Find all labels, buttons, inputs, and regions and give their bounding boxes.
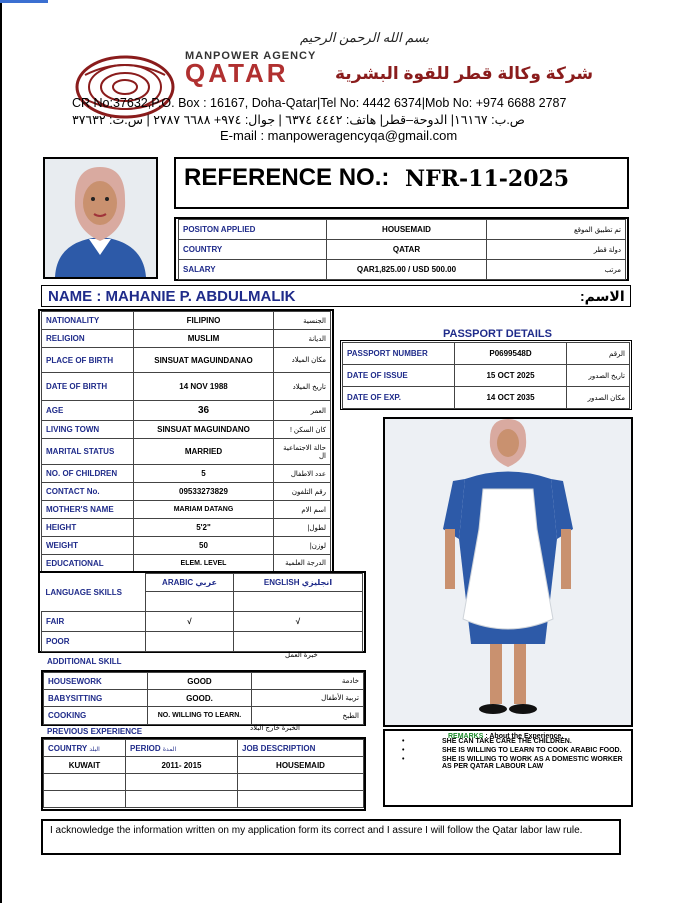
- position-ar: تم تطبيق الموقع: [487, 220, 626, 240]
- babysitting-ar: تربية الأطفال: [252, 690, 364, 707]
- religion-label: RELIGION: [42, 330, 134, 348]
- age-value: 36: [134, 401, 274, 421]
- living-town-label: LIVING TOWN: [42, 421, 134, 439]
- declaration-text: I acknowledge the information written on my application form its correct and I assure I will follow the Qatar labor law rule.: [50, 825, 583, 836]
- period-column-ar: المدة: [162, 746, 177, 753]
- age-ar: العمر: [274, 401, 331, 421]
- english-column-header: ENGLISH انجليزي: [234, 574, 363, 592]
- experience-period: 2011- 2015: [126, 757, 238, 774]
- previous-experience-ar-title: الخبرة خارج البلاد: [250, 725, 300, 732]
- living-town-value: SINSUAT MAGUINDANO: [134, 421, 274, 439]
- issue-date-value: 15 OCT 2025: [455, 365, 567, 387]
- remarks-subtitle: : About the Experience.: [485, 733, 564, 740]
- passport-number-ar: الرقم: [567, 343, 630, 365]
- place-of-birth-value: SINSUAT MAGUINDANAO: [134, 348, 274, 373]
- additional-skill-ar-title: خبرة العمل: [285, 652, 318, 659]
- experience-country: KUWAIT: [44, 757, 126, 774]
- position-label: POSITON APPLIED: [179, 220, 327, 240]
- weight-label: WEIGHT: [42, 537, 134, 555]
- agency-name-main: QATAR: [185, 58, 289, 88]
- remarks-item: • SHE IS WILLING TO WORK AS A DOMESTIC WORKER AS PER QATAR LABOUR LAW: [402, 756, 623, 770]
- top-accent-line: [0, 0, 48, 3]
- nationality-label: NATIONALITY: [42, 312, 134, 330]
- language-skills-header: LANGUAGE SKILLS: [42, 574, 146, 612]
- issue-date-ar: تاريخ الصدور: [567, 365, 630, 387]
- arabic-column-header: ARABIC عربي: [146, 574, 234, 592]
- mother-name-ar: اسم الام: [274, 501, 331, 519]
- marital-status-value: MARRIED: [134, 439, 274, 465]
- education-value: ELEM. LEVEL: [134, 555, 274, 572]
- mother-name-label: MOTHER'S NAME: [42, 501, 134, 519]
- remarks-title: REMARKS: [448, 733, 484, 740]
- dob-ar: تاريخ الميلاد: [274, 373, 331, 401]
- cooking-ar: الطبخ: [252, 707, 364, 725]
- age-label: AGE: [42, 401, 134, 421]
- marital-status-ar: حالة الاجتماعية ال: [274, 439, 331, 465]
- passport-table: [342, 342, 630, 409]
- cooking-value: NO. WILLING TO LEARN.: [148, 707, 252, 725]
- babysitting-value: GOOD.: [148, 690, 252, 707]
- country-column-header: COUNTRY البلد: [44, 740, 126, 757]
- fair-english-check: √: [234, 612, 363, 632]
- weight-ar: لوزن|: [274, 537, 331, 555]
- contact-ar: رقم التلفون: [274, 483, 331, 501]
- dob-label: DATE OF BIRTH: [42, 373, 134, 401]
- religion-ar: الديانة: [274, 330, 331, 348]
- full-body-photo: [383, 417, 633, 727]
- passport-number-value: P0699548D: [455, 343, 567, 365]
- remarks-item: • SHE CAN TAKE CARE THE CHILDREN.: [402, 738, 572, 745]
- housework-ar: خادمة: [252, 673, 364, 690]
- experience-table: [43, 739, 364, 808]
- remarks-item: • SHE IS WILLING TO LEARN TO COOK ARABIC FOOD.: [402, 747, 622, 754]
- housework-label: HOUSEWORK: [44, 673, 148, 690]
- height-value: 5'2": [134, 519, 274, 537]
- language-table: [41, 573, 363, 652]
- email-line: E-mail : manpoweragencyqa@gmail.com: [220, 128, 458, 143]
- country-value: QATAR: [327, 240, 487, 260]
- fair-arabic-check: √: [146, 612, 234, 632]
- expiry-date-value: 14 OCT 2035: [455, 387, 567, 409]
- place-of-birth-label: PLACE OF BIRTH: [42, 348, 134, 373]
- portrait-photo: [43, 157, 158, 279]
- height-ar: لطول|: [274, 519, 331, 537]
- children-ar: عدد الاطفال: [274, 465, 331, 483]
- height-label: HEIGHT: [42, 519, 134, 537]
- contact-value: 09533273829: [134, 483, 274, 501]
- job-column-header: JOB DESCRIPTION: [238, 740, 364, 757]
- additional-skill-title: ADDITIONAL SKILL: [47, 657, 122, 666]
- mother-name-value: MARIAM DATANG: [134, 501, 274, 519]
- previous-experience-title: PREVIOUS EXPERIENCE: [47, 727, 143, 736]
- period-column-header: PERIOD المدة: [126, 740, 238, 757]
- poor-english-check: [234, 632, 363, 652]
- babysitting-label: BABYSITTING: [44, 690, 148, 707]
- expiry-date-ar: مكان الصدور: [567, 387, 630, 409]
- living-town-ar: كان السكن !: [274, 421, 331, 439]
- weight-value: 50: [134, 537, 274, 555]
- cooking-label: COOKING: [44, 707, 148, 725]
- experience-job: HOUSEMAID: [238, 757, 364, 774]
- passport-number-label: PASSPORT NUMBER: [343, 343, 455, 365]
- salary-value: QAR1,825.00 / USD 500.00: [327, 260, 487, 280]
- remarks-list: [390, 738, 624, 772]
- position-table: [178, 219, 626, 280]
- personal-table: [41, 311, 331, 572]
- salary-ar: مرتب: [487, 260, 626, 280]
- salary-label: SALARY: [179, 260, 327, 280]
- passport-title: PASSPORT DETAILS: [443, 328, 552, 340]
- contact-line-en: CR No:37632,P.O. Box : 16167, Doha-Qatar|Tel No: 4442 6374|Mob No: +974 6688 2787: [72, 96, 567, 110]
- marital-status-label: MARITAL STATUS: [42, 439, 134, 465]
- basmala: بسم الله الرحمن الرحيم: [300, 30, 430, 45]
- contact-label: CONTACT No.: [42, 483, 134, 501]
- left-edge-line: [0, 3, 2, 903]
- children-value: 5: [134, 465, 274, 483]
- issue-date-label: DATE OF ISSUE: [343, 365, 455, 387]
- reference-label: REFERENCE NO.:: [184, 164, 390, 191]
- position-value: HOUSEMAID: [327, 220, 487, 240]
- additional-skill-table: [43, 672, 364, 725]
- country-label: COUNTRY: [179, 240, 327, 260]
- name-arabic-label: الاسم:: [580, 288, 625, 304]
- agency-name-arabic: شركة وكالة قطر للقوة البشرية: [335, 64, 594, 83]
- applicant-name: NAME : MAHANIE P. ABDULMALIK: [48, 288, 296, 305]
- poor-label: POOR: [42, 632, 146, 652]
- nationality-ar: الجنسية: [274, 312, 331, 330]
- country-column-ar: البلد: [89, 746, 100, 753]
- contact-line-ar: ص.ب: ١٦١٦٧| الدوحة–قطر| هاتف: ٤٤٤٢ ٦٣٧٤ | جوال: ٩٧٤+ ٦٦٨٨ ٢٧٨٧ | س.ت: ٣٧٦٣٢: [72, 113, 525, 127]
- education-ar: الدرجة العلمية: [274, 555, 331, 572]
- poor-arabic-check: [146, 632, 234, 652]
- place-of-birth-ar: مكان الميلاد: [274, 348, 331, 373]
- education-label: EDUCATIONAL: [42, 555, 134, 572]
- fair-label: FAIR: [42, 612, 146, 632]
- children-label: NO. OF CHILDREN: [42, 465, 134, 483]
- dob-value: 14 NOV 1988: [134, 373, 274, 401]
- reference-number: NFR-11-2025: [405, 166, 570, 192]
- country-ar: دولة قطر: [487, 240, 626, 260]
- nationality-value: FILIPINO: [134, 312, 274, 330]
- religion-value: MUSLIM: [134, 330, 274, 348]
- expiry-date-label: DATE OF EXP.: [343, 387, 455, 409]
- agency-name-top: MANPOWER AGENCY: [185, 50, 317, 62]
- housework-value: GOOD: [148, 673, 252, 690]
